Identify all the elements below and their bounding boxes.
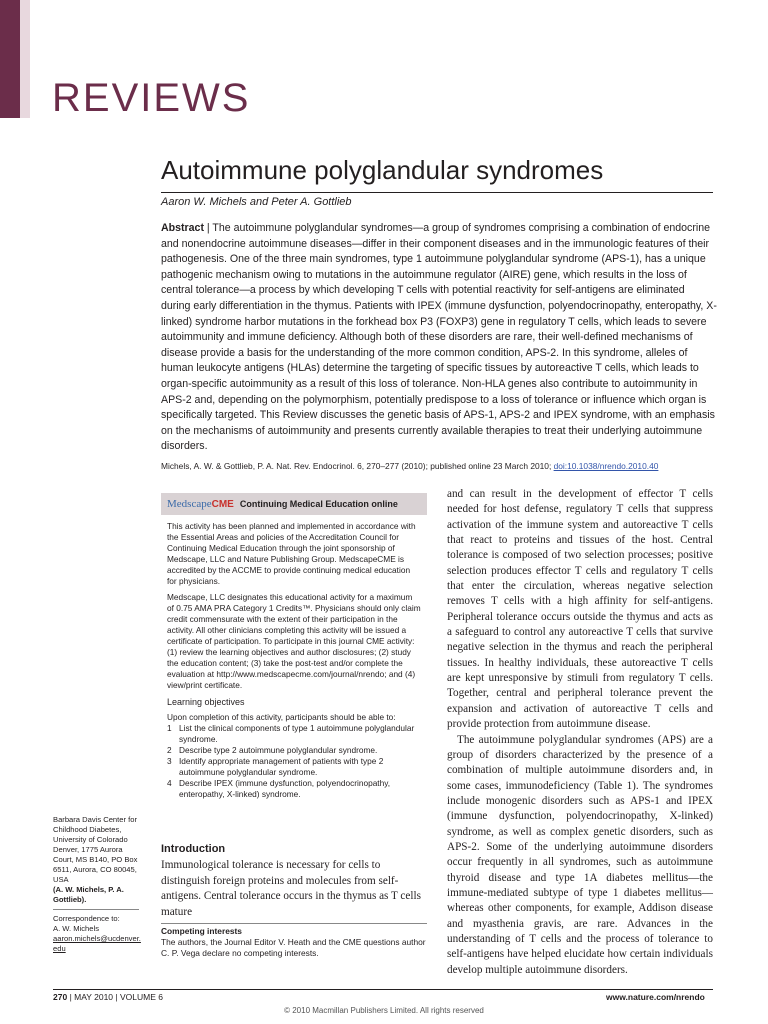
- correspondence-name: A. W. Michels: [53, 924, 99, 933]
- abstract-text: | The autoimmune polyglandular syndromes—a group of syndromes comprising a combination of endocrine and nonendocrine autoimmune diseases—differ in their component diseases and in the immunologic features of their pathogenesis. One of the three main syndromes, type 1 autoimmune polyglandular syndrome (APS-1), has a unique pathogenic mechanism owing to mutations in the autoimmune regulator (AIRE) gene, which results in the loss of central tolerance—a process by which developing T cells with potential reactivity for self-antigens are eliminated during early differentiation in the thymus. Patients with IPEX (immune dysfunction, polyendocrinopathy, enteropathy, X-linked) syndrome harbor mutations in the forkhead box P3 (FOXP3) gene in regulatory T cells, which leads to severe autoimmunity and immune deficiency. Although both of these disorders are rare, their well-defined mechanisms of disease provide a basis for the understanding of the more common condition, APS-2. In this syndrome, alleles of human leukocyte antigens (HLAs) determine the targeting of specific tissues by autoreactive T cells, which leads to organ-specific autoimmunity as a result of this loss of tolerance. Non-HLA genes also contribute to autoimmunity in APS-2 and, depending on the polymorphism, potentially predispose to a loss of tolerance or influence which organ is specifically targeted. This Review discusses the genetic basis of APS-1, APS-2 and IPEX syndrome, with an emphasis on the mechanisms of autoimmunity and presents currently available therapies to treat their underlying autoimmune disorders.: [161, 222, 717, 453]
- objective-number: 1: [167, 722, 172, 733]
- body-paragraph: The autoimmune polyglandular syndromes (APS) are a group of disorders characterized by the presence of a combination of multiple autoimmune disorders and, in some cases, immunodeficiency (Table 1). The syndromes include monogenic disorders such as APS-1 and IPEX (immune dysfunction, polyendocrinopathy, X-linked) syndrome, as well as complex genetic disorders, such as APS-2. Some of the underlying autoimmune disorders occur frequently in all syndromes, such as autoimmune thyroid disease and type 1A diabetes mellitus—the immune-mediated subtype of type 1 diabetes mellitus—whereas other components, for example, Addison disease and myasthenia gravis, are rare. Advances in the understanding of T cells and the process of tolerance to self-antigens have helped elucidate how certain individuals develop multiple autoimmune disorders.: [447, 733, 713, 976]
- header-color-stripe: [20, 0, 30, 118]
- article-title: Autoimmune polyglandular syndromes: [161, 155, 604, 185]
- medscape-cme-logo: [167, 498, 234, 510]
- issue-info: | MAY 2010 | VOLUME 6: [69, 992, 163, 1002]
- sidebar-divider: [53, 909, 139, 910]
- learning-objectives-heading: Learning objectives: [167, 697, 245, 708]
- cme-header: [161, 493, 427, 515]
- footer-divider: [53, 989, 713, 990]
- cme-title: Continuing Medical Education online: [239, 499, 398, 509]
- footer-url[interactable]: www.nature.com/nrendo: [606, 992, 705, 1002]
- objective-item: [167, 756, 421, 778]
- objective-item: [167, 723, 421, 745]
- affiliation-text: Barbara Davis Center for Childhood Diabetes, University of Colorado Denver, 1775 Aurora Court, MS B140, PO Box 6511, Aurora, CO 80045, USA: [53, 815, 138, 884]
- objective-item: [167, 745, 421, 756]
- cme-body: [161, 515, 427, 800]
- objective-text: Describe IPEX (immune dysfunction, polyendocrinopathy, enteropathy, X-linked) syndrome.: [179, 778, 391, 800]
- cme-paragraph-2: Medscape, LLC designates this educational activity for a maximum of 0.75 AMA PRA Category 1 Credits™. Physicians should only claim credit commensurate with the extent of their participation in the activity. All other clinicians completing this activity will be issued a certificate of participation. To participate in this journal CME activity: (1) review the learning objectives and author disclosures; (2) study the education content; (3) take the post-test and/or complete the evaluation at http://www.medscapecme.com/journal/nrendo; and (4) view/print certificate.: [167, 591, 421, 691]
- abstract: [161, 221, 717, 455]
- learning-objectives-list: [167, 723, 421, 801]
- cme-box: [161, 493, 427, 825]
- copyright: © 2010 Macmillan Publishers Limited. All rights reserved: [284, 1006, 484, 1015]
- title-divider: [161, 192, 713, 193]
- objective-item: [167, 778, 421, 800]
- logo-cme: CME: [211, 499, 234, 510]
- learning-objectives-intro: Upon completion of this activity, participants should be able to:: [167, 711, 396, 722]
- affiliation-sidebar: [53, 815, 143, 954]
- footer-page-info: [53, 992, 163, 1002]
- body-column-right: [447, 487, 713, 978]
- abstract-label: Abstract: [161, 222, 204, 234]
- affiliation-names: (A. W. Michels, P. A. Gottlieb).: [53, 885, 124, 904]
- competing-interests-text: The authors, the Journal Editor V. Heath and the CME questions author C. P. Vega declare no competing interests.: [161, 937, 426, 958]
- objective-text: List the clinical components of type 1 autoimmune polyglandular syndrome.: [179, 722, 415, 744]
- objective-number: 3: [167, 755, 172, 766]
- correspondence-email[interactable]: aaron.michels@ucdenver.edu: [53, 934, 141, 953]
- objective-number: 4: [167, 778, 172, 789]
- citation: [161, 461, 717, 471]
- cme-paragraph-1: This activity has been planned and implemented in accordance with the Essential Areas and policies of the Accreditation Council for Continuing Medical Education through the joint sponsorship of Medscape, LLC and Nature Publishing Group. MedscapeCME is accredited by the ACCME to provide continuing medical education for physicians.: [167, 521, 416, 587]
- authors: Aaron W. Michels and Peter A. Gottlieb: [161, 196, 352, 208]
- competing-interests-divider: [161, 923, 427, 924]
- introduction-text: Immunological tolerance is necessary for cells to distinguish foreign proteins and molecules from self-antigens. Central tolerance occurs in the thymus as T cells mature: [161, 859, 421, 918]
- page-number: 270: [53, 992, 68, 1002]
- citation-text: Michels, A. W. & Gottlieb, P. A. Nat. Rev. Endocrinol. 6, 270–277 (2010); published online 23 March 2010;: [161, 461, 554, 471]
- body-paragraph: and can result in the development of effector T cells needed for host defense, regulatory T cells that suppress activation of the immune system and autoreactive T cells that react to proteins and tissues of the host. Central tolerance is composed of two selection processes; positive selection produces effector T cells and regulatory T cells that enter the circulation, whereas negative selection removes T cells with a high affinity for self-antigens. Peripheral tolerance occurs outside the thymus and acts as a safeguard to control any autoreactive T cells that survive negative selection in the thymus and reach the peripheral tissues. In healthy individuals, these autoreactive T cells are kept unresponsive by stimuli from regulatory T cells. Together, central and peripheral tolerance prevent the expansion and activation of autoreactive T cells and provide protection from autoimmune disease.: [447, 488, 713, 731]
- objective-text: Describe type 2 autoimmune polyglandular syndrome.: [179, 744, 378, 755]
- objective-text: Identify appropriate management of patients with type 2 autoimmune polyglandular syndrome.: [179, 755, 384, 777]
- correspondence-label: Correspondence to:: [53, 914, 120, 923]
- section-label: REVIEWS: [52, 76, 251, 120]
- introduction-heading: Introduction: [161, 843, 226, 855]
- objective-number: 2: [167, 744, 172, 755]
- competing-interests-heading: Competing interests: [161, 926, 242, 936]
- logo-medscape: Medscape: [167, 498, 212, 510]
- doi-link[interactable]: doi:10.1038/nrendo.2010.40: [553, 461, 659, 471]
